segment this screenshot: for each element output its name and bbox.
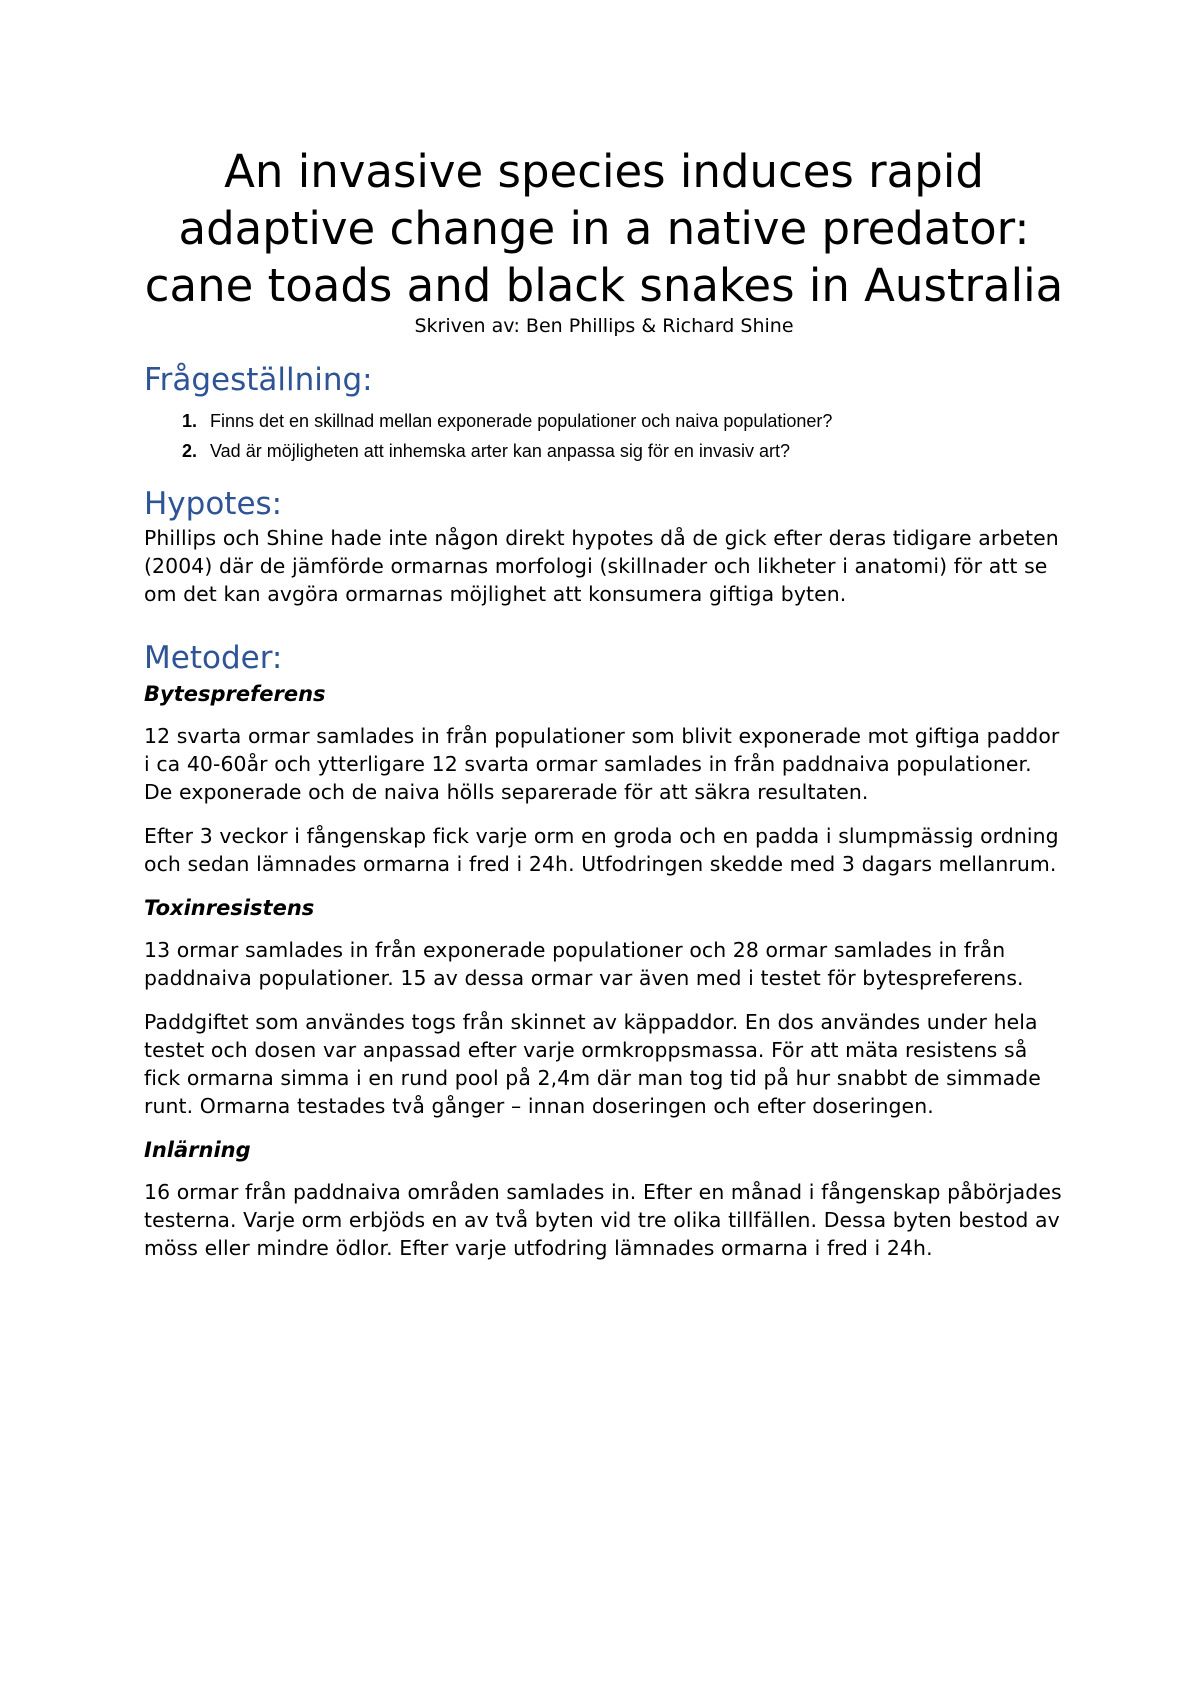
subsection-title-inlarning: Inlärning bbox=[144, 1138, 251, 1162]
list-item-text: Vad är möjligheten att inhemska arter kan anpassa sig för en invasiv art? bbox=[210, 441, 790, 461]
document-body bbox=[144, 143, 1064, 1278]
subsection-title-toxinresistens: Toxinresistens bbox=[144, 896, 315, 920]
paragraph: 16 ormar från paddnaiva områden samlades in. Efter en månad i fångenskap påbörjades testerna. Varje orm erbjöds en av två byten vid tre olika tillfällen. Dessa byten bestod av möss eller mindre ödlor. Efter varje utfodring lämnades ormarna i fred i 24h. bbox=[144, 1180, 1062, 1260]
hypothesis-heading: Hypotes: bbox=[144, 486, 283, 522]
document-authors: Skriven av: Ben Phillips & Richard Shine bbox=[414, 315, 794, 337]
paragraph: Efter 3 veckor i fångenskap fick varje orm en groda och en padda i slumpmässig ordning och sedan lämnades ormarna i fred i 24h. Utfodringen skedde med 3 dagars mellanrum. bbox=[144, 824, 1059, 876]
methods-heading: Metoder: bbox=[144, 640, 283, 676]
hypothesis-paragraph: Phillips och Shine hade inte någon direkt hypotes då de gick efter deras tidigare arbeten (2004) där de jämförde ormarnas morfologi (skillnader och likheter i anatomi) för att se om det kan avgöra ormarnas möjlighet att konsumera giftiga byten. bbox=[144, 526, 1059, 606]
list-item-number: 1. bbox=[182, 411, 198, 431]
paragraph: 13 ormar samlades in från exponerade populationer och 28 ormar samlades in från paddnaiva populationer. 15 av dessa ormar var även med i testet för bytespreferens. bbox=[144, 938, 1024, 990]
subsection-title-bytespreferens: Bytespreferens bbox=[144, 682, 326, 706]
questions-list bbox=[144, 406, 1064, 466]
list-item bbox=[144, 436, 1064, 466]
paragraph: Paddgiftet som användes togs från skinnet av käppaddor. En dos användes under hela testet och dosen var anpassad efter varje ormkroppsmassa. För att mäta resistens så fick ormarna simma i en rund pool på 2,4m där man tog tid på hur snabbt de simmade runt. Ormarna testades två gånger – innan doseringen och efter doseringen. bbox=[144, 1010, 1041, 1118]
paragraph: 12 svarta ormar samlades in från populationer som blivit exponerade mot giftiga paddor i ca 40-60år och ytterligare 12 svarta ormar samlades in från paddnaiva populationer. De exponerade och de naiva hölls separerade för att säkra resultaten. bbox=[144, 724, 1060, 804]
questions-heading: Frågeställning: bbox=[144, 362, 373, 398]
list-item bbox=[144, 406, 1064, 436]
list-item-text: Finns det en skillnad mellan exponerade populationer och naiva populationer? bbox=[210, 411, 833, 431]
document-title: An invasive species induces rapid adaptive change in a native predator: cane toads and black snakes in Australia bbox=[144, 145, 1064, 312]
list-item-number: 2. bbox=[182, 441, 198, 461]
